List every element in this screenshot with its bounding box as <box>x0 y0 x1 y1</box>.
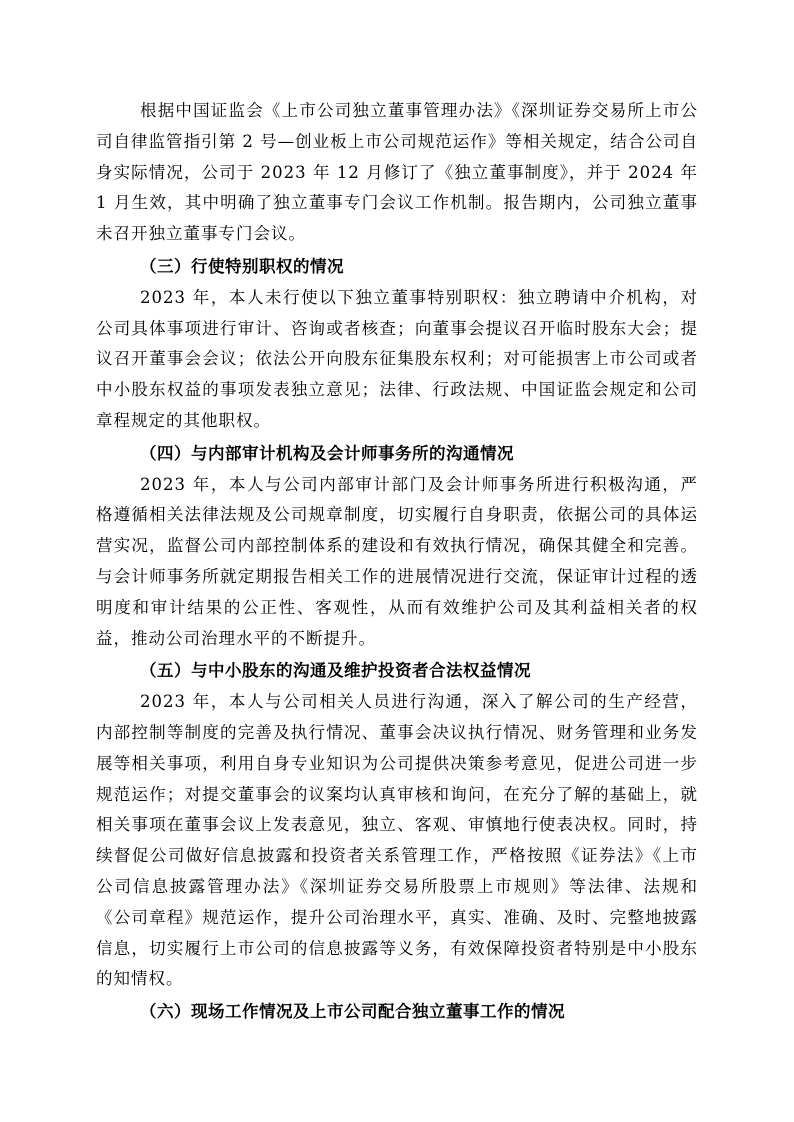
section-heading: （五）与中小股东的沟通及维护投资者合法权益情况 <box>140 661 531 681</box>
section-heading: （六）现场工作情况及上市公司配合独立董事工作的情况 <box>140 1002 565 1022</box>
document-paragraph: 2023 年，本人与公司相关人员进行沟通，深入了解公司的生产经营，内部控制等制度的完善及执行情况、董事会决议执行情况、财务管理和业务发展等相关事项，利用自身专业知识为公司提供决策参考意见，促进公司进一步规范运作；对提交董事会的议案均认真审核和询问，在充分了解的基础上，就相关事项在董事会议上发表意见，独立、客观、审慎地行使表决权。同时，持续督促公司做好信息披露和投资者关系管理工作，严格按照《证券法》《上市公司信息披露管理办法》《深圳证券交易所股票上市规则》等法律、法规和《公司章程》规范运作，提升公司治理水平，真实、准确、及时、完整地披露信息，切实履行上市公司的信息披露等义务，有效保障投资者特别是中小股东的知情权。 <box>96 692 698 989</box>
section-heading: （四）与内部审计机构及会计师事务所的沟通情况 <box>140 443 514 463</box>
document-paragraph: 根据中国证监会《上市公司独立董事管理办法》《深圳证券交易所上市公司自律监管指引第 2 号—创业板上市公司规范运作》等相关规定，结合公司自身实际情况，公司于 2023 年 12 月修订了《独立董事制度》，并于 2024 年 1 月生效，其中明确了独立董事专门会议工作机制。报告期内，公司独立董事未召开独立董事专门会议。 <box>96 101 698 244</box>
document-paragraph: 2023 年，本人未行使以下独立董事特别职权：独立聘请中介机构，对公司具体事项进行审计、咨询或者核查；向董事会提议召开临时股东大会；提议召开董事会会议；依法公开向股东征集股东权利；对可能损害上市公司或者中小股东权益的事项发表独立意见；法律、行政法规、中国证监会规定和公司章程规定的其他职权。 <box>96 287 698 430</box>
document-paragraph: 2023 年，本人与公司内部审计部门及会计师事务所进行积极沟通，严格遵循相关法律法规及公司规章制度，切实履行自身职责，依据公司的具体运营实况，监督公司内部控制体系的建设和有效执行情况，确保其健全和完善。与会计师事务所就定期报告相关工作的进展情况进行交流，保证审计过程的透明度和审计结果的公正性、客观性，从而有效维护公司及其利益相关者的权益，推动公司治理水平的不断提升。 <box>96 474 698 648</box>
section-heading: （三）行使特别职权的情况 <box>140 256 344 276</box>
document-content <box>96 96 698 1028</box>
